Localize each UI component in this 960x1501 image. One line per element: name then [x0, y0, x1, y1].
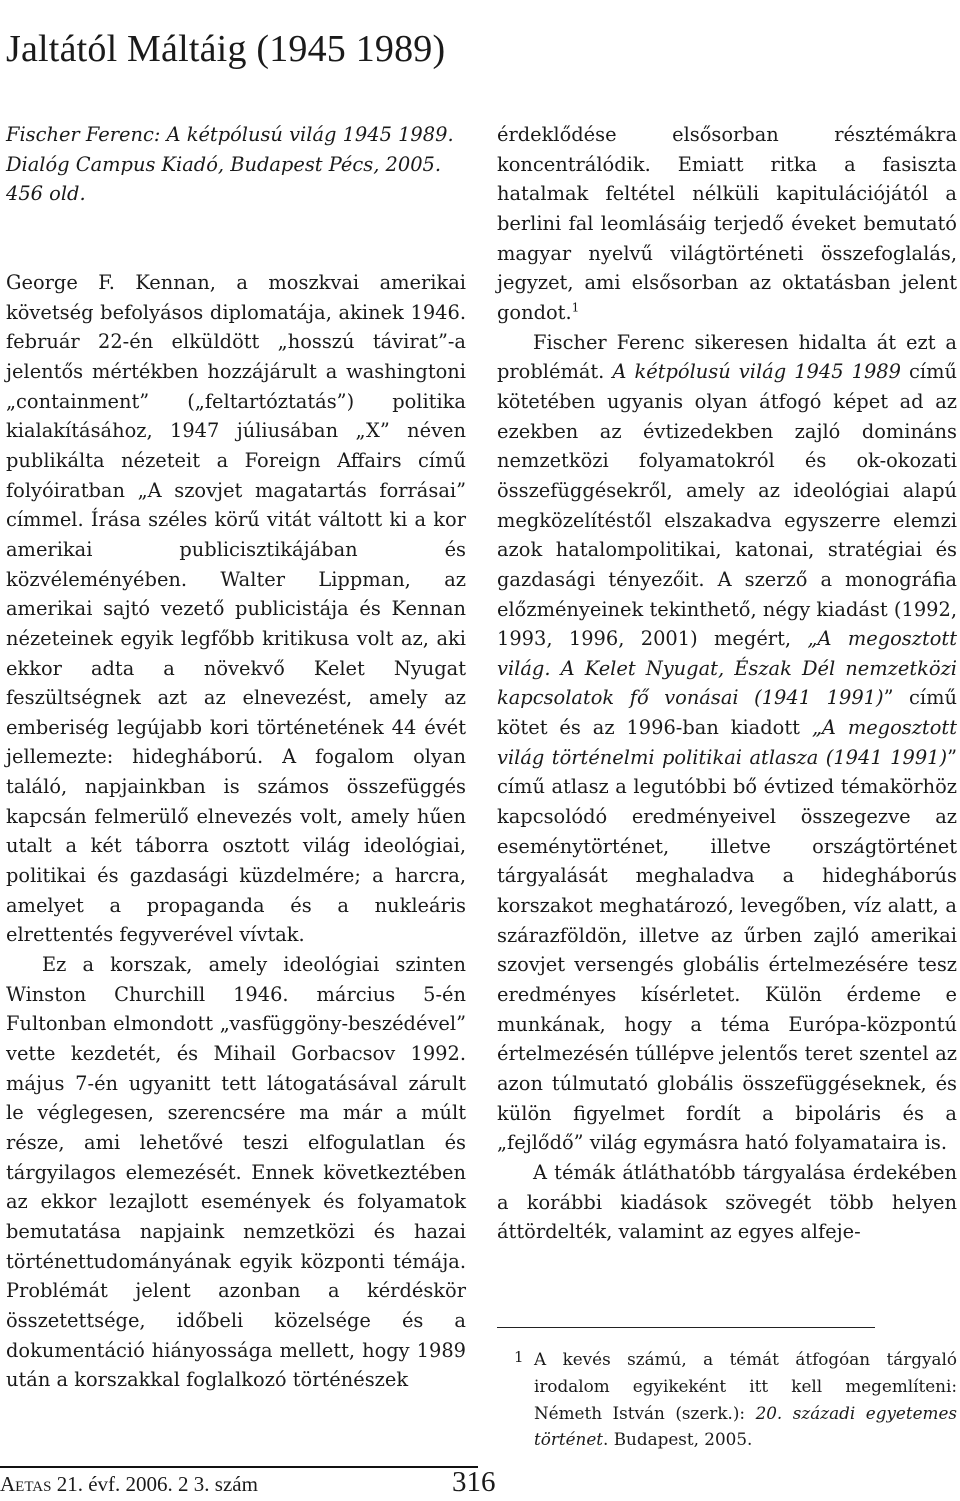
footnote-text	[534, 1346, 957, 1453]
footer-divider	[0, 1466, 478, 1468]
book-title: A kétpólusú világ 1945 1989	[612, 360, 901, 384]
book-bibliography: Fischer Ferenc: A kétpólusú világ 1945 1989. Dialóg Campus Kiadó, Budapest Pécs, 2005. 456 old.	[6, 123, 454, 206]
paragraph-text: Fischer Ferenc sikeresen hidalta át ezt a problémát.	[497, 330, 957, 384]
book-title: „A megosztott világ történelmi politikai atlasza (1941 1991)	[497, 716, 957, 769]
journal-name-initial: A	[0, 1472, 16, 1496]
footnote-divider	[497, 1327, 875, 1328]
body-paragraph	[497, 328, 957, 1158]
body-paragraph: George F. Kennan, a moszkvai amerikai követség befolyásos diplomatája, akinek 1946. február 22-én elküldött „hosszú távirat”-a jelentős mértékben hozzájárult a washingtoni „containment” („feltartóztatás”) politika kialakításához, 1947 júliusában „X” néven publikálta nézeteit a Foreign Affairs című folyóiratban „A szovjet magatartás forrásai” címmel. Írása széles körű vitát váltott ki a kor amerikai publicisztikájában és közvéleményében. Walter Lippman, az amerikai sajtó vezető publicistája és Kennan nézeteinek egyik legfőbb kritikusa volt az, aki ekkor adta a növekvő Kelet Nyugat feszültségnek azt az elnevezést, amely az emberiség legújabb kori történetének 44 évét jellemezte: hidegháború. A fogalom olyan találó, napjainkban is számos összefüggés kapcsán felmerülő elnevezés volt, amely hűen utalt a két táborra osztott világ ideológiai, politikai és gazdasági küzdelmére; a harcra, amelyet a propaganda és a nukleáris elrettentés fegyverével vívtak.	[6, 270, 466, 947]
page-title: Jaltától Máltáig (1945 1989)	[6, 28, 446, 71]
journal-citation	[0, 1472, 258, 1497]
book-title: „A megosztott világ.	[497, 627, 957, 680]
body-paragraph	[497, 120, 957, 328]
book-title: A Kelet Nyugat, Észak Dél nemzetközi kapcsolatok fő vonásai (1941 1991)	[497, 656, 957, 710]
footnote-text-part: . Budapest, 2005.	[603, 1429, 753, 1450]
right-column	[497, 120, 957, 1247]
body-paragraph: A témák átláthatóbb tárgyalása érdekében a korábbi kiadások szövegét több helyen áttördelték, valamint az egyes alfeje-	[497, 1160, 957, 1244]
journal-name-rest: ETAS	[15, 1479, 52, 1495]
footnote-number: 1	[514, 1348, 524, 1366]
journal-issue: 21. évf. 2006. 2 3. szám	[51, 1472, 258, 1496]
footnote-title: 20. századi egyetemes történet	[534, 1402, 957, 1450]
footnote-text-part: A kevés számú, a témát átfogóan tárgyaló irodalom egyikeként itt kell megemlíteni: Németh István (szerk.):	[534, 1349, 957, 1423]
page-number: 316	[452, 1466, 496, 1498]
paragraph-text: érdeklődése elsősorban résztémákra koncentrálódik. Emiatt ritka a fasiszta hatalmak feltétel nélküli kapitulációjától a berlini fal leomlásáig terjedő éveket bemutató magyar nyelvű világtörténeti összefoglalás, jegyzet, ami elsősorban az oktatásban jelent gondot.	[497, 123, 957, 324]
footnote-reference: 1	[571, 300, 580, 315]
paragraph-text: ” című kötet és az 1996-ban kiadott	[497, 686, 957, 740]
paragraph-text: ” című atlasz a legutóbbi bő évtized témakörhöz kapcsolódó eredményeivel összegezve az eseménytörténet, illetve országtörténet tárgyalását meghaladva a hidegháborús korszakot meghatározó, levegőben, víz alatt, a szárazföldön, illetve az űrben zajló amerikai szovjet versengés globális értelmezésére tesz eredményes kísérletet. Külön érdeme e munkának, hogy a téma Európa-központú értelmezésén túllépve jelentős teret szentel az azon túlmutató globális összefüggéseknek, és külön figyelmet fordít a bipoláris és a „fejlődő” világ egymásra ható folyamataira is.	[497, 745, 957, 1155]
paragraph-text: című kötetében ugyanis olyan átfogó képet ad az ezekben az évtizedekben zajló domináns nemzetközi folyamatokról és ok-okozati összefüggésekről, amely az ideológiai alapú megközelítéstől elszakadva egyszerre elemzi azok hatalompolitikai, katonai, stratégiai és gazdasági tényezőit. A szerző a monográfia előzményeinek tekinthető, négy kiadást (1992, 1993, 1996, 2001) megért,	[497, 360, 957, 651]
footnote	[497, 1346, 957, 1453]
left-column	[6, 120, 466, 1395]
body-paragraph: Ez a korszak, amely ideológiai szinten Winston Churchill 1946. március 5-én Fultonban elmondott „vasfüggöny-beszédével” vette kezdetét, és Mihail Gorbacsov 1992. május 7-én ugyanitt tett látogatásával zárult le véglegesen, szerencsére ma már a múlt része, ami lehetővé teszi elfogulatlan és tárgyilagos elemezését. Ennek következtében az ekkor lezajlott események és folyamatok bemutatása napjaink nemzetközi és hazai történettudományának egyik központi témája. Problémát jelent azonban a kérdéskör összetettsége, időbeli közelsége és a dokumentáció hiányossága mellett, hogy 1989 után a korszakkal foglalkozó történészek	[6, 953, 466, 1392]
